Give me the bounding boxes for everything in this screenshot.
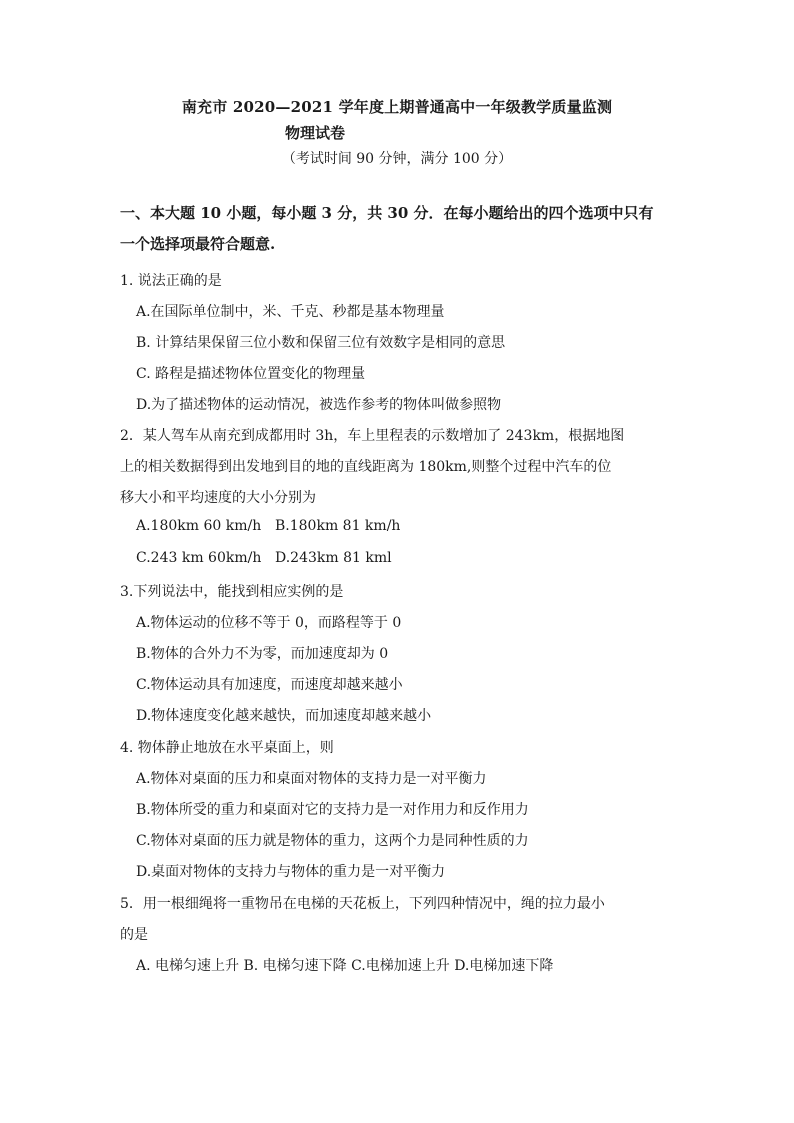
question-2-option-c: C.243 km 60km/h <box>136 550 262 566</box>
question-5-stem-line-1: 5．用一根细绳将一重物吊在电梯的天花板上，下列四种情况中，绳的拉力最小 <box>120 896 605 912</box>
exam-time-note: （考试时间 90 分钟，满分 100 分） <box>281 151 513 167</box>
question-5-options: A. 电梯匀速上升 B. 电梯匀速下降 C.电梯加速上升 D.电梯加速下降 <box>136 958 554 974</box>
question-4-option-a: A.物体对桌面的压力和桌面对物体的支持力是一对平衡力 <box>136 771 487 787</box>
question-1-stem: 1. 说法正确的是 <box>120 273 222 289</box>
question-1-option-c: C. 路程是描述物体位置变化的物理量 <box>136 366 366 382</box>
question-2-option-a: A.180km 60 km/h <box>136 518 262 534</box>
question-5-stem-line-2: 的是 <box>120 927 148 943</box>
question-4-option-d: D.桌面对物体的支持力与物体的重力是一对平衡力 <box>136 864 446 880</box>
question-4-option-b: B.物体所受的重力和桌面对它的支持力是一对作用力和反作用力 <box>136 802 529 818</box>
question-2-stem-line-2: 上的相关数据得到出发地到目的地的直线距离为 180km,则整个过程中汽车的位 <box>120 459 612 475</box>
section-heading-line-1: 一、本大题 10 小题，每小题 3 分，共 30 分．在每小题给出的四个选项中只有 <box>120 204 654 222</box>
question-4-stem: 4. 物体静止地放在水平桌面上，则 <box>120 740 334 756</box>
question-3-option-c: C.物体运动具有加速度，而速度却越来越小 <box>136 677 403 693</box>
question-3-option-a: A.物体运动的位移不等于 0，而路程等于 0 <box>136 615 402 631</box>
exam-title: 南充市 2020—2021 学年度上期普通高中一年级教学质量监测 <box>181 98 613 116</box>
question-1-option-b: B. 计算结果保留三位小数和保留三位有效数字是相同的意思 <box>136 335 506 351</box>
question-1-option-d: D.为了描述物体的运动情况，被选作参考的物体叫做参照物 <box>136 397 502 413</box>
question-2-stem-line-1: 2．某人驾车从南充到成都用时 3h，车上里程表的示数增加了 243km，根据地图 <box>120 428 625 444</box>
question-1-option-a: A.在国际单位制中，米、千克、秒都是基本物理量 <box>136 304 445 320</box>
question-2-option-d: D.243km 81 kml <box>275 550 392 566</box>
question-2-stem-line-3: 移大小和平均速度的大小分别为 <box>120 490 316 506</box>
question-3-option-d: D.物体速度变化越来越快，而加速度却越来越小 <box>136 708 432 724</box>
exam-subtitle: 物理试卷 <box>285 124 346 142</box>
question-3-option-b: B.物体的合外力不为零，而加速度却为 0 <box>136 646 389 662</box>
question-2-option-b: B.180km 81 km/h <box>275 518 401 534</box>
question-4-option-c: C.物体对桌面的压力就是物体的重力，这两个力是同种性质的力 <box>136 833 529 849</box>
question-3-stem: 3.下列说法中，能找到相应实例的是 <box>120 584 344 600</box>
section-heading-line-2: 一个选择项最符合题意. <box>120 235 276 253</box>
